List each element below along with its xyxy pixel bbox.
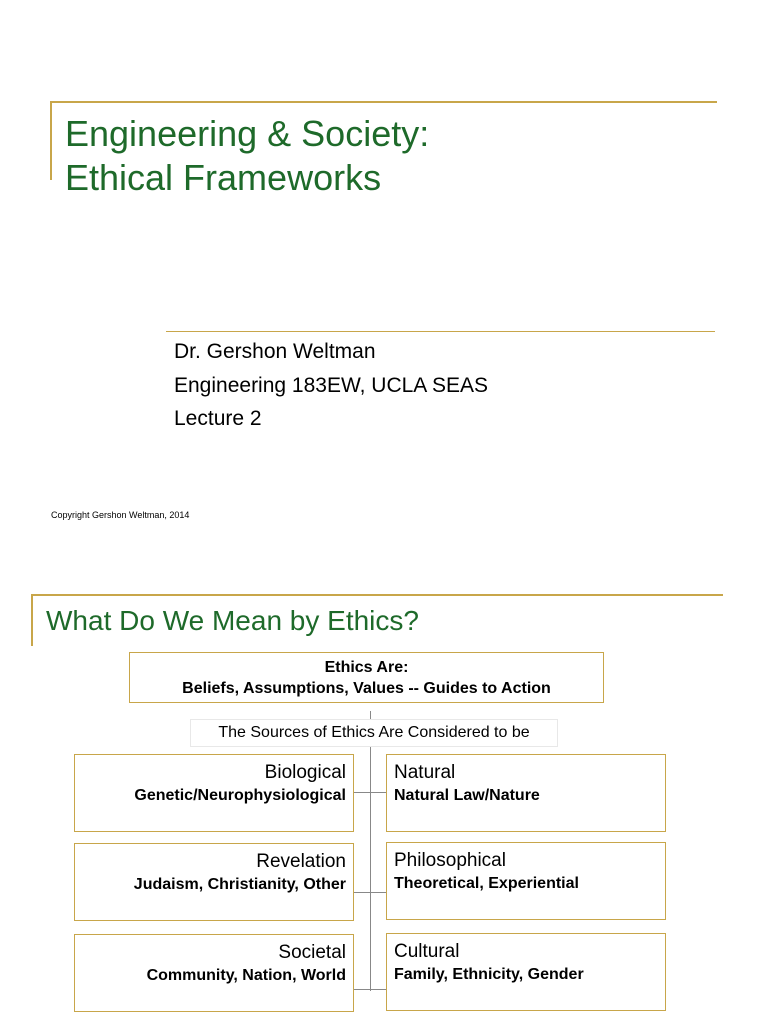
lecture-number: Lecture 2 [174,407,262,430]
slide2-left-rule [31,594,33,646]
connector-row-2 [353,892,387,893]
category-natural [386,754,666,832]
definition-text: Beliefs, Assumptions, Values -- Guides to Action [182,680,551,697]
category-desc: Family, Ethnicity, Gender [394,966,584,983]
category-biological [74,754,354,832]
category-desc: Judaism, Christianity, Other [133,876,346,893]
title-left-rule [50,101,52,180]
center-connector-line [370,711,371,991]
category-name: Revelation [256,851,346,872]
category-desc: Natural Law/Nature [394,787,540,804]
category-philosophical [386,842,666,920]
author-name: Dr. Gershon Weltman [174,340,376,363]
title-top-rule [51,101,717,103]
subtitle-rule [166,331,715,332]
category-revelation [74,843,354,921]
category-desc: Genetic/Neurophysiological [134,787,346,804]
copyright-notice: Copyright Gershon Weltman, 2014 [51,510,190,520]
ethics-definition-box [129,652,604,703]
category-societal [74,934,354,1012]
category-cultural [386,933,666,1011]
sources-label: The Sources of Ethics Are Considered to be [218,724,530,741]
category-name: Societal [278,942,346,963]
category-name: Biological [264,762,346,783]
slide2-top-rule [32,594,723,596]
category-name: Cultural [394,941,460,962]
category-desc: Community, Nation, World [146,967,346,984]
connector-row-3 [353,989,387,990]
slide2-title: What Do We Mean by Ethics? [46,605,419,636]
sources-label-box [190,719,558,747]
course-name: Engineering 183EW, UCLA SEAS [174,374,489,397]
slide-title-line-2: Ethical Frameworks [65,157,382,198]
definition-heading: Ethics Are: [324,659,409,676]
category-name: Natural [394,762,456,783]
slide-title-line-1: Engineering & Society: [65,113,430,154]
category-desc: Theoretical, Experiential [394,875,579,892]
connector-row-1 [353,792,387,793]
category-name: Philosophical [394,850,506,871]
